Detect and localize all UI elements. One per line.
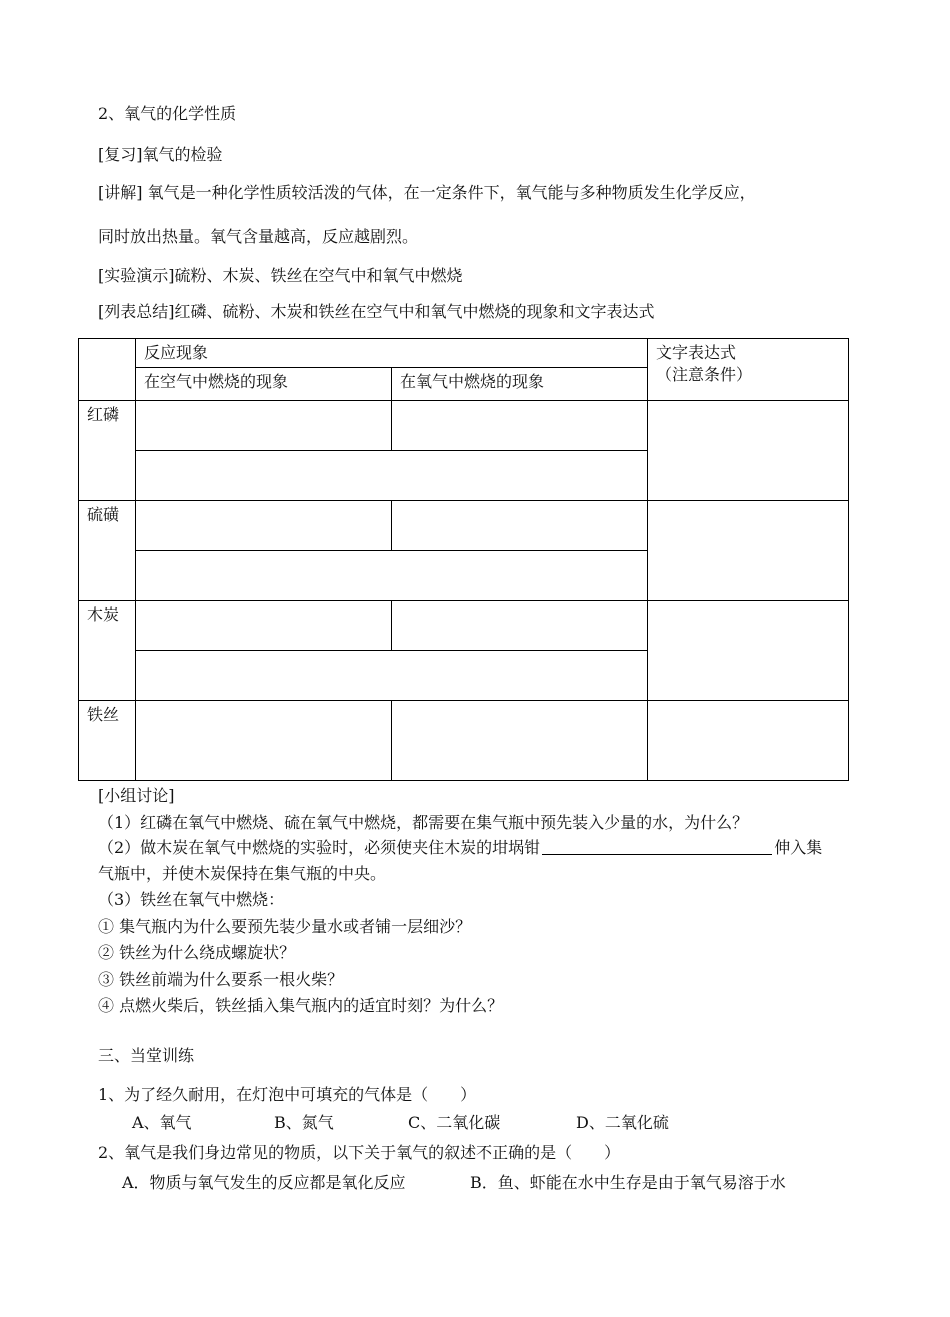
option-d[interactable]: D、二氧化硫 — [576, 1113, 669, 1132]
header-oxygen: 在氧气中燃烧的现象 — [392, 368, 648, 401]
cell-expression-red-phosphorus[interactable] — [648, 401, 849, 501]
header-expression-line2: （注意条件） — [656, 365, 753, 384]
row-label-red-phosphorus: 红磷 — [79, 401, 136, 501]
q2-option-b[interactable]: B．鱼、虾能在水中生存是由于氧气易溶于水 — [470, 1173, 786, 1192]
row-label-charcoal: 木炭 — [79, 601, 136, 701]
cell-air-charcoal[interactable] — [136, 601, 392, 651]
cell-air-red-phosphorus[interactable] — [136, 401, 392, 451]
discussion-q3: （3）铁丝在氧气中燃烧： — [98, 890, 285, 909]
option-a[interactable]: A、氧气 — [132, 1113, 192, 1132]
discussion-q3-b: ② 铁丝为什么绕成螺旋状？ — [98, 943, 296, 962]
option-b[interactable]: B、氮气 — [274, 1113, 334, 1132]
cell-air-iron-wire[interactable] — [136, 701, 392, 781]
cell-oxygen-red-phosphorus[interactable] — [392, 401, 648, 451]
table-corner-cell — [79, 339, 136, 401]
cell-oxygen-iron-wire[interactable] — [392, 701, 648, 781]
cell-expression-iron-wire[interactable] — [648, 701, 849, 781]
discussion-q2-part2: 伸入集 — [774, 838, 823, 857]
review-heading: [复习]氧气的检验 — [98, 145, 223, 164]
row-label-sulfur: 硫磺 — [79, 501, 136, 601]
discussion-q3-a: ① 集气瓶内为什么要预先装少量水或者铺一层细沙？ — [98, 917, 472, 936]
cell-air-sulfur[interactable] — [136, 501, 392, 551]
header-reaction: 反应现象 — [136, 339, 648, 368]
q2-option-a[interactable]: A．物质与氧气发生的反应都是氧化反应 — [122, 1173, 406, 1192]
row-label-iron-wire: 铁丝 — [79, 701, 136, 781]
lecture-text-line2: 同时放出热量。氧气含量越高，反应越剧烈。 — [98, 227, 419, 246]
cell-note-sulfur[interactable] — [136, 551, 648, 601]
cell-note-red-phosphorus[interactable] — [136, 451, 648, 501]
summary-heading: [列表总结]红磷、硫粉、木炭和铁丝在空气中和氧气中燃烧的现象和文字表达式 — [98, 302, 655, 321]
cell-oxygen-sulfur[interactable] — [392, 501, 648, 551]
training-q2: 2、氧气是我们身边常见的物质，以下关于氧气的叙述不正确的是（ ） — [98, 1143, 621, 1162]
discussion-q2-line2: 气瓶中，并使木炭保持在集气瓶的中央。 — [98, 864, 387, 883]
lecture-text-line1: [讲解] 氧气是一种化学性质较活泼的气体，在一定条件下，氧气能与多种物质发生化学反应， — [98, 183, 756, 202]
cell-expression-charcoal[interactable] — [648, 601, 849, 701]
discussion-q2-part1: （2）做木炭在氧气中燃烧的实验时，必须使夹住木炭的坩埚钳 — [98, 838, 541, 857]
discussion-title: [小组讨论] — [98, 786, 175, 805]
discussion-q3-c: ③ 铁丝前端为什么要系一根火柴？ — [98, 970, 344, 989]
cell-note-charcoal[interactable] — [136, 651, 648, 701]
header-air: 在空气中燃烧的现象 — [136, 368, 392, 401]
header-expression — [648, 339, 849, 401]
answer-blank[interactable] — [542, 838, 772, 855]
discussion-q3-d: ④ 点燃火柴后，铁丝插入集气瓶内的适宜时刻？为什么？ — [98, 996, 504, 1015]
cell-expression-sulfur[interactable] — [648, 501, 849, 601]
option-c[interactable]: C、二氧化碳 — [408, 1113, 501, 1132]
training-q2-options — [122, 1173, 786, 1193]
header-expression-line1: 文字表达式 — [656, 343, 737, 362]
training-q1: 1、为了经久耐用，在灯泡中可填充的气体是（ ） — [98, 1085, 477, 1104]
cell-oxygen-charcoal[interactable] — [392, 601, 648, 651]
discussion-q2 — [98, 838, 822, 858]
combustion-table — [78, 338, 849, 781]
demo-heading: [实验演示]硫粉、木炭、铁丝在空气中和氧气中燃烧 — [98, 266, 463, 285]
training-title: 三、当堂训练 — [98, 1046, 195, 1065]
discussion-q1: （1）红磷在氧气中燃烧、硫在氧气中燃烧，都需要在集气瓶中预先装入少量的水，为什么？ — [98, 813, 749, 832]
section-title: 2、氧气的化学性质 — [98, 104, 237, 123]
training-q1-options — [132, 1113, 669, 1133]
